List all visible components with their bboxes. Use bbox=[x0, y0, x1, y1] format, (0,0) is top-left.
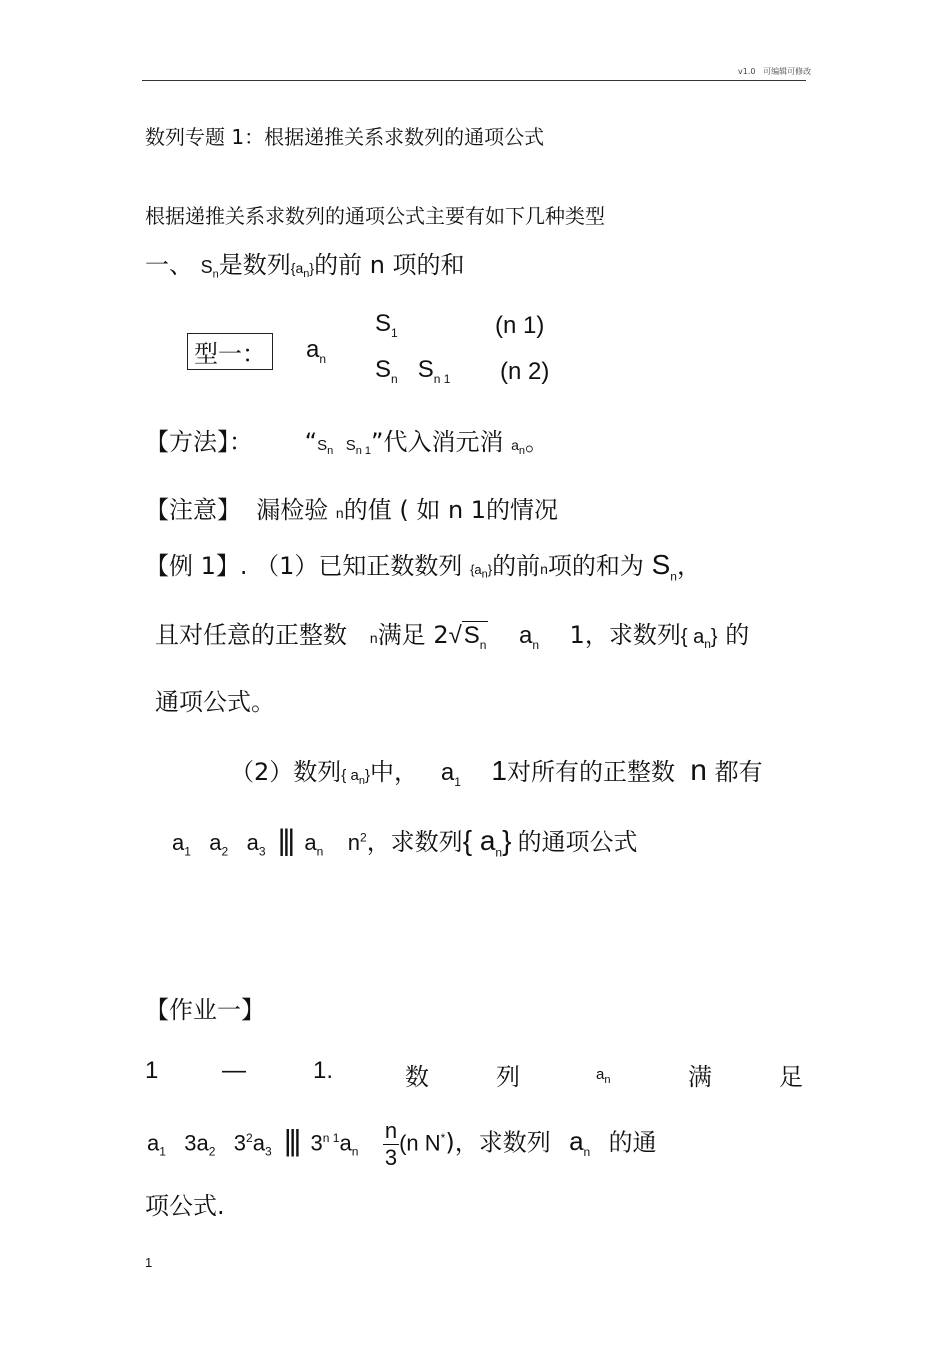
type1-case1: $S_1$ bbox=[375, 310, 398, 340]
type1-an: $a_n$ bbox=[306, 336, 327, 366]
example1-line2: 且对任意的正整数 n满足 $2√S_n$ $a_n$ 1，求数列{ $a_n$} 的 bbox=[155, 621, 750, 652]
header-note-text: 可编辑可修改 bbox=[763, 67, 812, 76]
method-line: 【方法】： “$S_n$ $S_{n 1}$”代入消元消 $a_n$。 bbox=[145, 428, 550, 457]
hw-dash: — bbox=[222, 1057, 246, 1084]
hw-char3: 满 bbox=[688, 1063, 712, 1091]
section-s: $S_n$ bbox=[200, 257, 219, 281]
page-number: 1 bbox=[145, 1255, 153, 1270]
header-version: v1.0 bbox=[738, 67, 756, 76]
notice-line: 【注意】 漏检验 n的值 ( 如 n 1的情况 bbox=[145, 496, 559, 524]
type1-label: 型一： bbox=[187, 333, 273, 370]
example1-part2-line2: $a_1$ $a_2$ $a_3$ ||| $a_n$ $n^2$，求数列{ $a_n$} 的通项公式 bbox=[172, 824, 638, 860]
hw-an: $a_n$ bbox=[596, 1066, 611, 1086]
hw-char2: 列 bbox=[496, 1063, 520, 1091]
hw-fraction: $\frac{n}{3}$ bbox=[384, 1118, 398, 1170]
hw-char4: 足 bbox=[779, 1063, 803, 1091]
notice-label: 【注意】 bbox=[145, 496, 241, 524]
header-note bbox=[738, 66, 811, 77]
example1-line1: 【例 1】. （1）已知正数数列 $\{a_n\}$的前n项的和为 $S_n$， bbox=[145, 549, 701, 584]
section-set: $\{a_n\}$ bbox=[290, 260, 315, 280]
section-mid: 是数列 bbox=[218, 251, 291, 279]
homework-label: 【作业一】 bbox=[145, 996, 265, 1024]
hw-line3: 项公式. bbox=[145, 1192, 225, 1220]
type1-case2-cond: (n 2) bbox=[500, 358, 550, 385]
example1-part2-line1: （2）数列{ $a_n$}中， $a_1$ 1对所有的正整数 n 都有 bbox=[230, 754, 763, 789]
hw-num: 1 bbox=[145, 1057, 159, 1084]
hw-line2: $a_1$ $3a_2$ $3^2a_3$ ||| $3^{n 1}a_n$ $\frac{n}{3}$ (n N*)，求数列 $a_n$ 的通 bbox=[147, 1118, 657, 1170]
type1-case1-cond: (n 1) bbox=[495, 312, 545, 339]
section-tail: 的前 n 项的和 bbox=[314, 251, 465, 279]
type1-case2: $S_n$ $S_{n 1}$ bbox=[375, 356, 451, 386]
hw-item: 1. bbox=[313, 1057, 334, 1084]
header-rule bbox=[142, 80, 806, 81]
example1-line3: 通项公式。 bbox=[155, 688, 275, 716]
section-heading-1 bbox=[145, 245, 465, 281]
hw-char1: 数 bbox=[405, 1063, 429, 1091]
section-prefix: 一、 bbox=[145, 251, 193, 279]
doc-title: 数列专题 1：根据递推关系求数列的通项公式 bbox=[145, 125, 545, 149]
method-label: 【方法】： bbox=[145, 428, 253, 456]
intro-text: 根据递推关系求数列的通项公式主要有如下几种类型 bbox=[145, 204, 605, 228]
